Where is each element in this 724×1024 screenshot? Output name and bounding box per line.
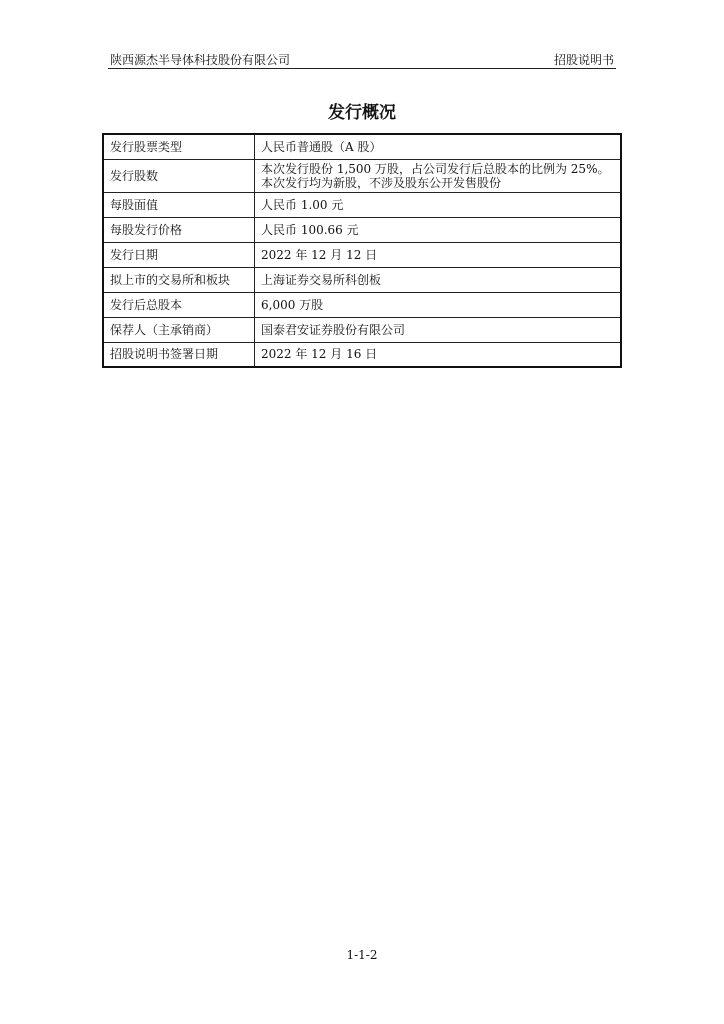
table-row (103, 342, 621, 367)
row-label: 招股说明书签署日期 (103, 342, 255, 367)
issuance-overview-table (102, 133, 622, 368)
row-label: 发行股票类型 (103, 134, 255, 159)
row-value (255, 159, 622, 192)
table-row (103, 192, 621, 217)
company-name: 陕西源杰半导体科技股份有限公司 (110, 53, 291, 67)
row-value-line: 本次发行均为新股，不涉及股东公开发售股份 (261, 175, 502, 190)
row-value: 2022 年 12 月 16 日 (255, 342, 622, 367)
table-row (103, 267, 621, 292)
row-value: 国泰君安证券股份有限公司 (255, 317, 622, 342)
table-row (103, 317, 621, 342)
row-label: 每股面值 (103, 192, 255, 217)
table-row (103, 134, 621, 159)
document-type: 招股说明书 (553, 53, 614, 67)
page-number: 1-1-2 (346, 948, 378, 962)
table-row (103, 159, 621, 192)
page-title: 发行概况 (328, 103, 396, 123)
row-value: 6,000 万股 (255, 292, 622, 317)
table-row (103, 292, 621, 317)
row-value: 上海证券交易所科创板 (255, 267, 622, 292)
row-label: 发行日期 (103, 242, 255, 267)
page-header (108, 52, 616, 69)
row-value: 人民币 1.00 元 (255, 192, 622, 217)
row-label: 每股发行价格 (103, 217, 255, 242)
row-label: 保荐人（主承销商） (103, 317, 255, 342)
row-value: 人民币普通股（A 股） (255, 134, 622, 159)
row-label: 发行后总股本 (103, 292, 255, 317)
row-value: 2022 年 12 月 12 日 (255, 242, 622, 267)
table-row (103, 242, 621, 267)
row-value: 人民币 100.66 元 (255, 217, 622, 242)
row-label: 发行股数 (103, 159, 255, 192)
row-label: 拟上市的交易所和板块 (103, 267, 255, 292)
table-row (103, 217, 621, 242)
row-value-line: 本次发行股份 1,500 万股，占公司发行后总股本的比例为 25%。 (261, 161, 610, 176)
